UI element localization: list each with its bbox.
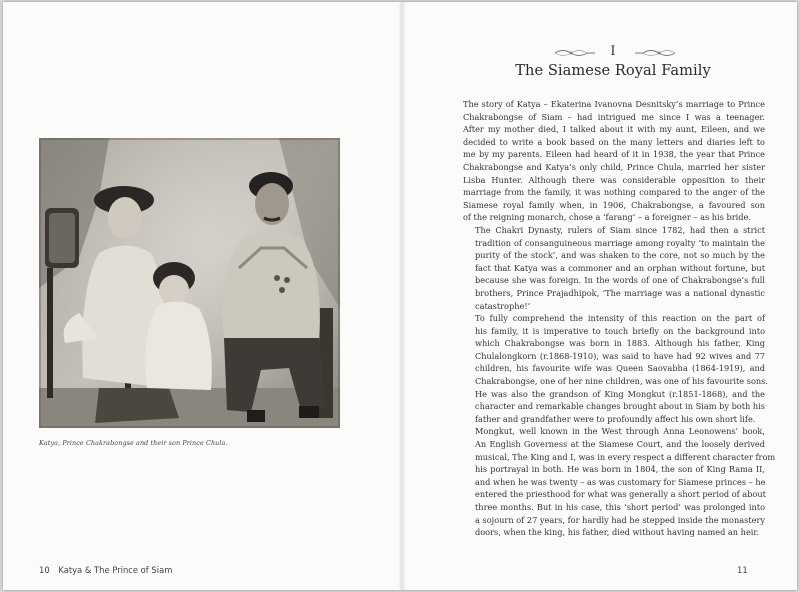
right-page-number: 11 [737, 565, 748, 575]
book-spread [3, 2, 797, 590]
text-line: musical, The King and I, was in every respect a different character from [475, 451, 776, 462]
text-line: After my mother died, I talked about it with my aunt, Eileen, and we [463, 124, 765, 135]
body-paragraph [463, 312, 768, 425]
left-page [3, 2, 401, 590]
left-page-number: 10 [39, 565, 50, 575]
text-line: a sojourn of 27 years, for hardly had he stepped inside the monastery [475, 514, 765, 525]
chapter-number: I [610, 44, 616, 59]
text-line: Lisba Hunter. Although there was considerable opposition to their [463, 174, 765, 185]
text-line: To fully comprehend the intensity of this reaction on the part of [475, 313, 765, 324]
text-line: his portrayal in both. He was born in 1804, the son of King Rama II, [475, 464, 765, 475]
body-paragraph [463, 224, 765, 312]
text-line: decided to write a book based on the many letters and diaries left to [463, 136, 765, 147]
body-paragraph [463, 98, 765, 224]
text-line: Chakrabongse of Siam – had intrigued me since I was a teenager. [463, 111, 765, 122]
text-line: He was also the grandson of King Mongkut (r.1851-1868), and the [475, 388, 765, 399]
body-paragraph [463, 425, 776, 538]
ornament-right-icon [633, 48, 677, 58]
text-line: entered the priesthood for what was generally a short period of about [475, 489, 766, 500]
text-line: purity of the stock’, and was shaken to the core, not so much by the [475, 250, 765, 261]
text-line: me by my parents. Eileen had heard of it in 1938, the year that Prince [463, 149, 765, 160]
running-head: Katya & The Prince of Siam [58, 565, 173, 575]
text-line: of the reigning monarch, chose a ‘farang’ – a foreigner – as his bride. [463, 212, 751, 223]
text-line: brothers, Prince Prajadhipok, ‘The marriage was a national dynastic [475, 287, 765, 298]
text-line: because she was foreign. In the words of one of Chakrabongse’s full [475, 275, 765, 286]
photo-caption: Katya, Prince Chakrabongse and their son Prince Chula. [39, 439, 228, 447]
text-line: The story of Katya – Ekaterina Ivanovna Desnitsky’s marriage to Prince [463, 99, 765, 109]
text-line: and when he was twenty – as was customary for Siamese princes – he [475, 476, 766, 487]
text-line: marriage from the family, it was nothing compared to the anger of the [463, 187, 765, 198]
chapter-title: The Siamese Royal Family [515, 62, 711, 79]
text-line: his family, it is imperative to touch briefly on the background into [475, 325, 765, 336]
text-line: children, his favourite wife was Queen Saovabha (1864-1919), and [475, 363, 765, 374]
text-line: Chakrabongse and Katya’s only child, Prince Chula, married her sister [463, 161, 765, 172]
text-line: Siamese royal family when, in 1906, Chakrabongse, a favoured son [463, 199, 765, 210]
text-line: three months. But in his case, this ‘short period’ was prolonged into [475, 502, 765, 512]
chapter-body-text [463, 98, 776, 539]
text-line: doors, when the king, his father, died without having named an heir. [475, 527, 760, 538]
chapter-heading [463, 44, 763, 84]
text-line: fact that Katya was a commoner and an orphan without fortune, but [475, 262, 765, 273]
text-line: An English Governess at the Siamese Court, and the loosely derived [475, 439, 765, 450]
text-line: Chulalongkorn (r.1868-1910), was said to have had 92 wives and 77 [475, 350, 765, 361]
text-line: tradition of consanguineous marriage among royalty ‘to maintain the [475, 237, 765, 248]
text-line: catastrophe!’ [475, 300, 531, 311]
text-line: father and grandfather were to profoundly affect his own short life. [475, 413, 756, 424]
text-line: Chakrabongse, one of her nine children, was one of his favourite sons. [475, 376, 768, 387]
family-photograph [39, 138, 340, 428]
text-line: The Chakri Dynasty, rulers of Siam since 1782, had then a strict [475, 224, 765, 235]
right-page [401, 2, 797, 590]
text-line: character and remarkable changes brought about in Siam by both his [475, 401, 765, 412]
family-photograph-image [39, 138, 340, 428]
text-line: Mongkut, well known in the West through Anna Leonowens’ book, [475, 426, 765, 437]
left-folio [39, 565, 172, 575]
text-line: which Chakrabongse was born in 1883. Although his father, King [475, 338, 765, 349]
